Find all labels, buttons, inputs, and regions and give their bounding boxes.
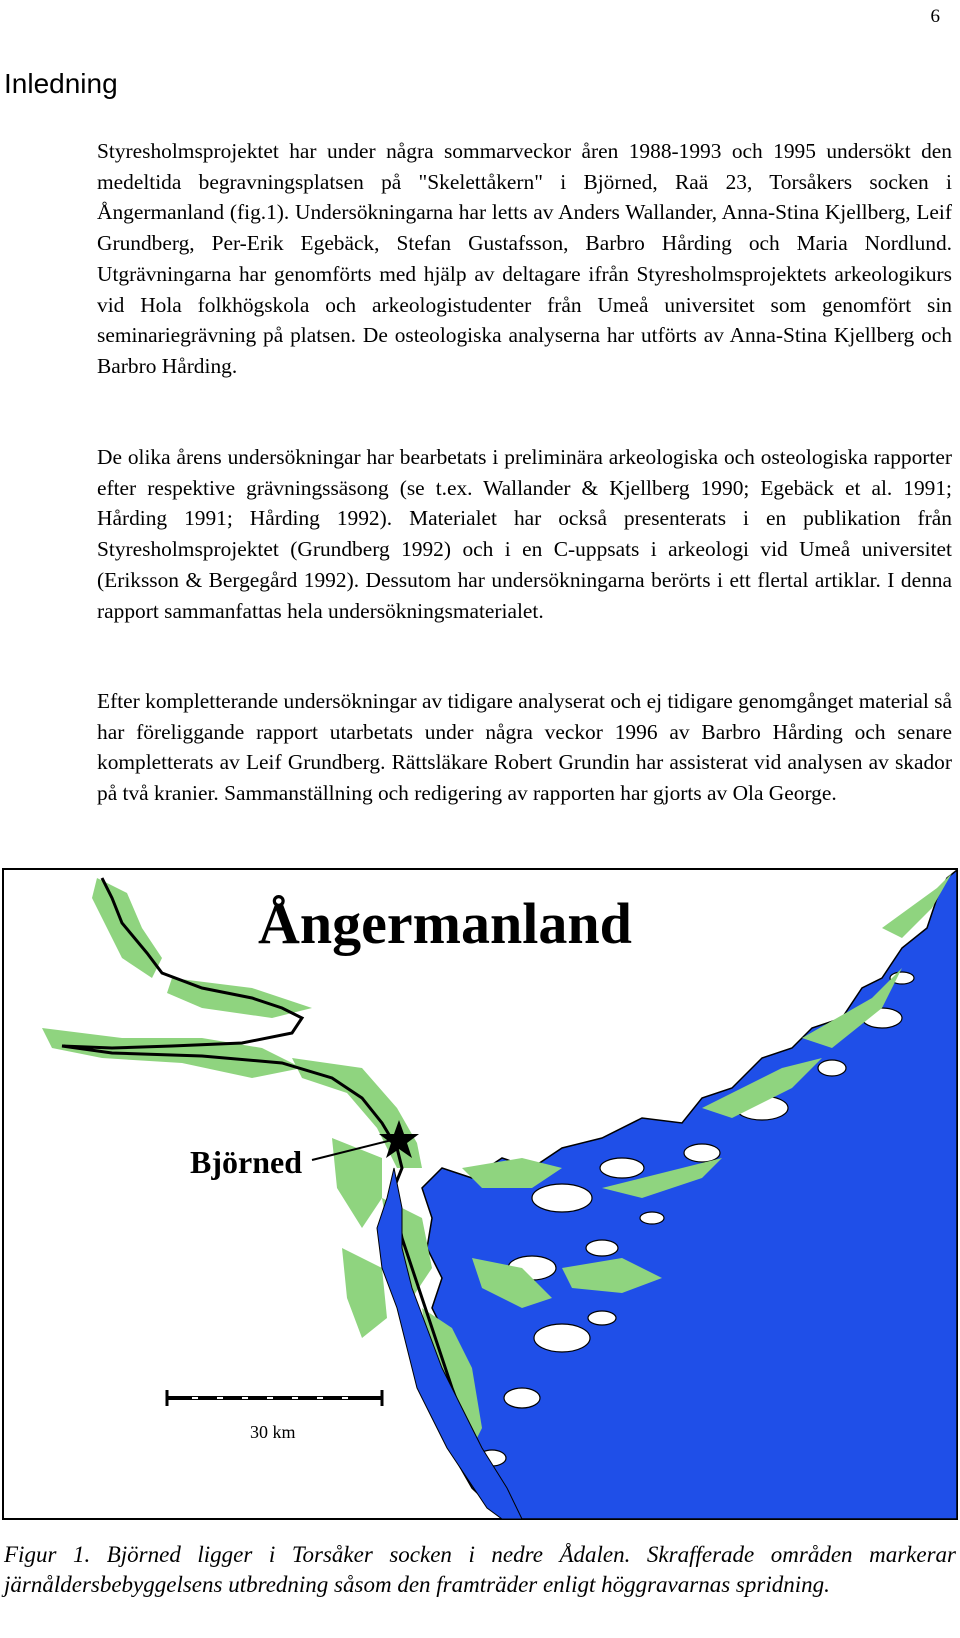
- island: [532, 1184, 592, 1212]
- paragraph-2: De olika årens undersökningar har bearbetats i preliminära arkeologiska och osteologiska rapporter efter respektive grävningssäsong (se t.ex. Wallander & Kjellberg 1990; Egebäck et al. 1991; Hårding 1991; Hårding 1992). Materialet har också presenterats i en publikation från Styresholmsprojektet (Grundberg 1992) och i en C-uppsats i arkeologi vid Umeå universitet (Eriksson & Bergegård 1992). Dessutom har undersökningarna berörts i ett flertal artiklar. I denna rapport sammanfattas hela undersökningsmaterialet.: [97, 445, 952, 623]
- map-figure: [2, 868, 958, 1520]
- island: [640, 1212, 664, 1224]
- page-heading: Inledning: [4, 68, 118, 99]
- map-region-label: Ångermanland: [258, 891, 632, 956]
- paragraph-1: Styresholmsprojektet har under några sommarveckor åren 1988-1993 och 1995 undersökt den medeltida begravningsplatsen på "Skelettåkern" i Björned, Raä 23, Torsåkers socken i Ångermanland (fig.1). Undersökningarna har letts av Anders Wallander, Anna-Stina Kjellberg, Leif Grundberg, Per-Erik Egebäck, Stefan Gustafsson, Barbro Hårding och Maria Nordlund. Utgrävningarna har genomförts med hjälp av deltagare ifrån Styresholmsprojektets arkeologikurs vid Hola folkhögskola och arkeologistudenter från Umeå universitet som genomfört sin seminariegrävning på platsen. De osteologiska analyserna har utförts av Anna-Stina Kjellberg och Barbro Hårding.: [97, 139, 952, 378]
- island: [534, 1324, 590, 1352]
- island: [588, 1311, 616, 1325]
- island: [818, 1060, 846, 1076]
- island: [504, 1388, 540, 1408]
- paragraph-3: Efter kompletterande undersökningar av tidigare analyserat och ej tidigare genomgånget material så har föreliggande rapport utarbetats under några veckor 1996 av Barbro Hårding och senare kompletterats av Leif Grundberg. Rättsläkare Robert Grundin har assisterat vid analysen av skador på två kranier. Sammanställning och redigering av rapporten har gjorts av Ola George.: [97, 689, 952, 806]
- map-place-label: Björned: [190, 1144, 302, 1180]
- page-number: 6: [930, 6, 940, 27]
- scale-label: 30 km: [250, 1422, 296, 1442]
- island: [684, 1144, 720, 1162]
- island: [600, 1158, 644, 1178]
- figure-caption: Figur 1. Björned ligger i Torsåker socken i nedre Ådalen. Skrafferade områden markerar järnåldersbebyggelsens utbredning såsom den framträder enligt höggravarnas spridning.: [4, 1542, 956, 1597]
- island: [586, 1240, 618, 1256]
